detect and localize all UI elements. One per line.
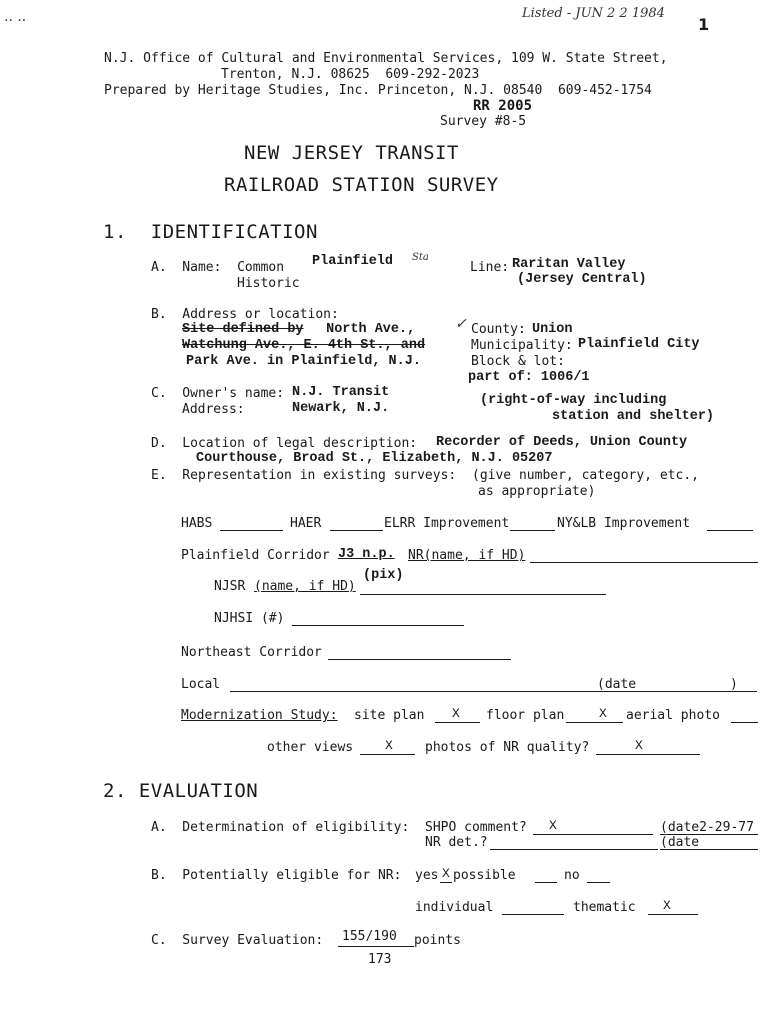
- possible-label: possible: [453, 868, 516, 883]
- floor-plan-label: floor plan: [486, 708, 565, 723]
- yes-label: yes: [415, 868, 439, 883]
- local-label: Local: [181, 677, 221, 692]
- title-line-1: NEW JERSEY TRANSIT: [244, 142, 459, 164]
- thematic-mark: X: [663, 898, 671, 913]
- aerial-photo-label: aerial photo: [626, 708, 720, 723]
- modernization-label: Modernization Study:: [181, 708, 338, 723]
- no-label: no: [564, 868, 580, 883]
- address-strike-1: Site defined by: [182, 322, 304, 337]
- right-of-way-1: (right-of-way including: [480, 393, 667, 408]
- floor-plan-mark: X: [599, 706, 607, 721]
- njsr-name-label: (name, if HD): [254, 579, 356, 594]
- municipality-value: Plainfield City: [578, 337, 700, 352]
- block-lot-value: part of: 1006/1: [468, 370, 590, 385]
- photos-nr-mark: X: [635, 738, 643, 753]
- line-value-1: Raritan Valley: [512, 257, 626, 272]
- njhsi-label: NJHSI (#): [214, 611, 285, 626]
- name-common-label: A. Name: Common: [151, 260, 285, 275]
- title-line-2: RAILROAD STATION SURVEY: [224, 174, 499, 196]
- site-plan-mark: X: [452, 706, 460, 721]
- yes-mark: X: [442, 866, 450, 881]
- header-line-1: N.J. Office of Cultural and Environmental Services, 109 W. State Street,: [104, 51, 668, 66]
- county-label: County:: [471, 322, 526, 337]
- local-date-close: ): [730, 677, 738, 692]
- owner-value: N.J. Transit: [292, 385, 390, 400]
- header-line-3: Prepared by Heritage Studies, Inc. Princeton, N.J. 08540 609-452-1754: [104, 83, 652, 98]
- name-common-value: Plainfield: [312, 254, 394, 269]
- plainfield-corridor-label: Plainfield Corridor: [181, 548, 330, 563]
- address-value-1: North Ave.,: [318, 322, 416, 337]
- pix-annotation: (pix): [363, 568, 404, 583]
- nr-name-label: NR(name, if HD): [408, 548, 526, 563]
- line-value-2: (Jersey Central): [517, 272, 647, 287]
- other-views-label: other views: [267, 740, 354, 755]
- photos-nr-label: photos of NR quality?: [425, 740, 590, 755]
- shpo-mark: X: [549, 818, 557, 833]
- corner-dots: .. ..: [4, 9, 27, 25]
- local-date-label: (date: [597, 677, 637, 692]
- existing-surveys-hint-1: (give number, category, etc.,: [472, 468, 699, 483]
- address-value-3: Park Ave. in Plainfield, N.J.: [186, 354, 421, 369]
- owner-address-value: Newark, N.J.: [292, 401, 390, 416]
- header-line-2: Trenton, N.J. 08625 609-292-2023: [221, 67, 480, 82]
- existing-surveys-hint-2: as appropriate): [478, 484, 596, 499]
- legal-description-label: D. Location of legal description:: [151, 436, 418, 451]
- survey-evaluation-label: C. Survey Evaluation:: [151, 933, 324, 948]
- nr-det-date: (date: [660, 835, 700, 850]
- county-value: Union: [532, 322, 573, 337]
- eligibility-label: A. Determination of eligibility:: [151, 820, 410, 835]
- njsr-label: NJSR: [214, 579, 246, 594]
- elrr-label: ELRR Improvement: [384, 516, 510, 531]
- owner-label: C. Owner's name:: [151, 386, 285, 401]
- name-historic-label: Historic: [237, 276, 300, 291]
- block-lot-label: Block & lot:: [471, 354, 565, 369]
- line-label: Line:: [470, 260, 510, 275]
- northeast-corridor-label: Northeast Corridor: [181, 645, 322, 660]
- survey-evaluation-sub: 173: [368, 952, 392, 967]
- survey-evaluation-points: points: [414, 933, 461, 948]
- listed-annotation: Listed - JUN 2 2 1984: [522, 6, 665, 21]
- right-of-way-2: station and shelter): [552, 409, 715, 424]
- habs-label: HABS: [181, 516, 213, 531]
- rr-number: RR 2005: [473, 98, 533, 114]
- page-number: 1: [698, 15, 710, 34]
- shpo-label: SHPO comment?: [425, 820, 527, 835]
- survey-evaluation-value: 155/190: [342, 929, 397, 944]
- survey-number: Survey #8-5: [440, 114, 527, 129]
- site-plan-label: site plan: [354, 708, 425, 723]
- address-label: B. Address or location:: [151, 307, 339, 322]
- owner-address-label: Address:: [182, 402, 245, 417]
- legal-description-value-1: Recorder of Deeds, Union County: [436, 435, 688, 450]
- j3-np-value: J3 n.p.: [338, 547, 395, 562]
- individual-label: individual: [415, 900, 494, 915]
- check-mark: ✓: [455, 316, 467, 332]
- identification-heading: 1. IDENTIFICATION: [103, 221, 318, 243]
- nr-det-label: NR det.?: [425, 835, 488, 850]
- address-strike-2: Watchung Ave., E. 4th St., and: [182, 338, 426, 353]
- potential-nr-label: B. Potentially eligible for NR:: [151, 868, 402, 883]
- nylb-label: NY&LB Improvement: [557, 516, 691, 531]
- station-scribble: Sta: [412, 252, 429, 263]
- haer-label: HAER: [290, 516, 322, 531]
- municipality-label: Municipality:: [471, 338, 573, 353]
- shpo-date: (date2-29-77: [660, 820, 754, 835]
- evaluation-heading: 2. EVALUATION: [103, 780, 259, 802]
- thematic-label: thematic: [573, 900, 636, 915]
- legal-description-value-2: Courthouse, Broad St., Elizabeth, N.J. 05207: [196, 451, 553, 466]
- existing-surveys-label: E. Representation in existing surveys:: [151, 468, 457, 483]
- other-views-mark: X: [385, 738, 393, 753]
